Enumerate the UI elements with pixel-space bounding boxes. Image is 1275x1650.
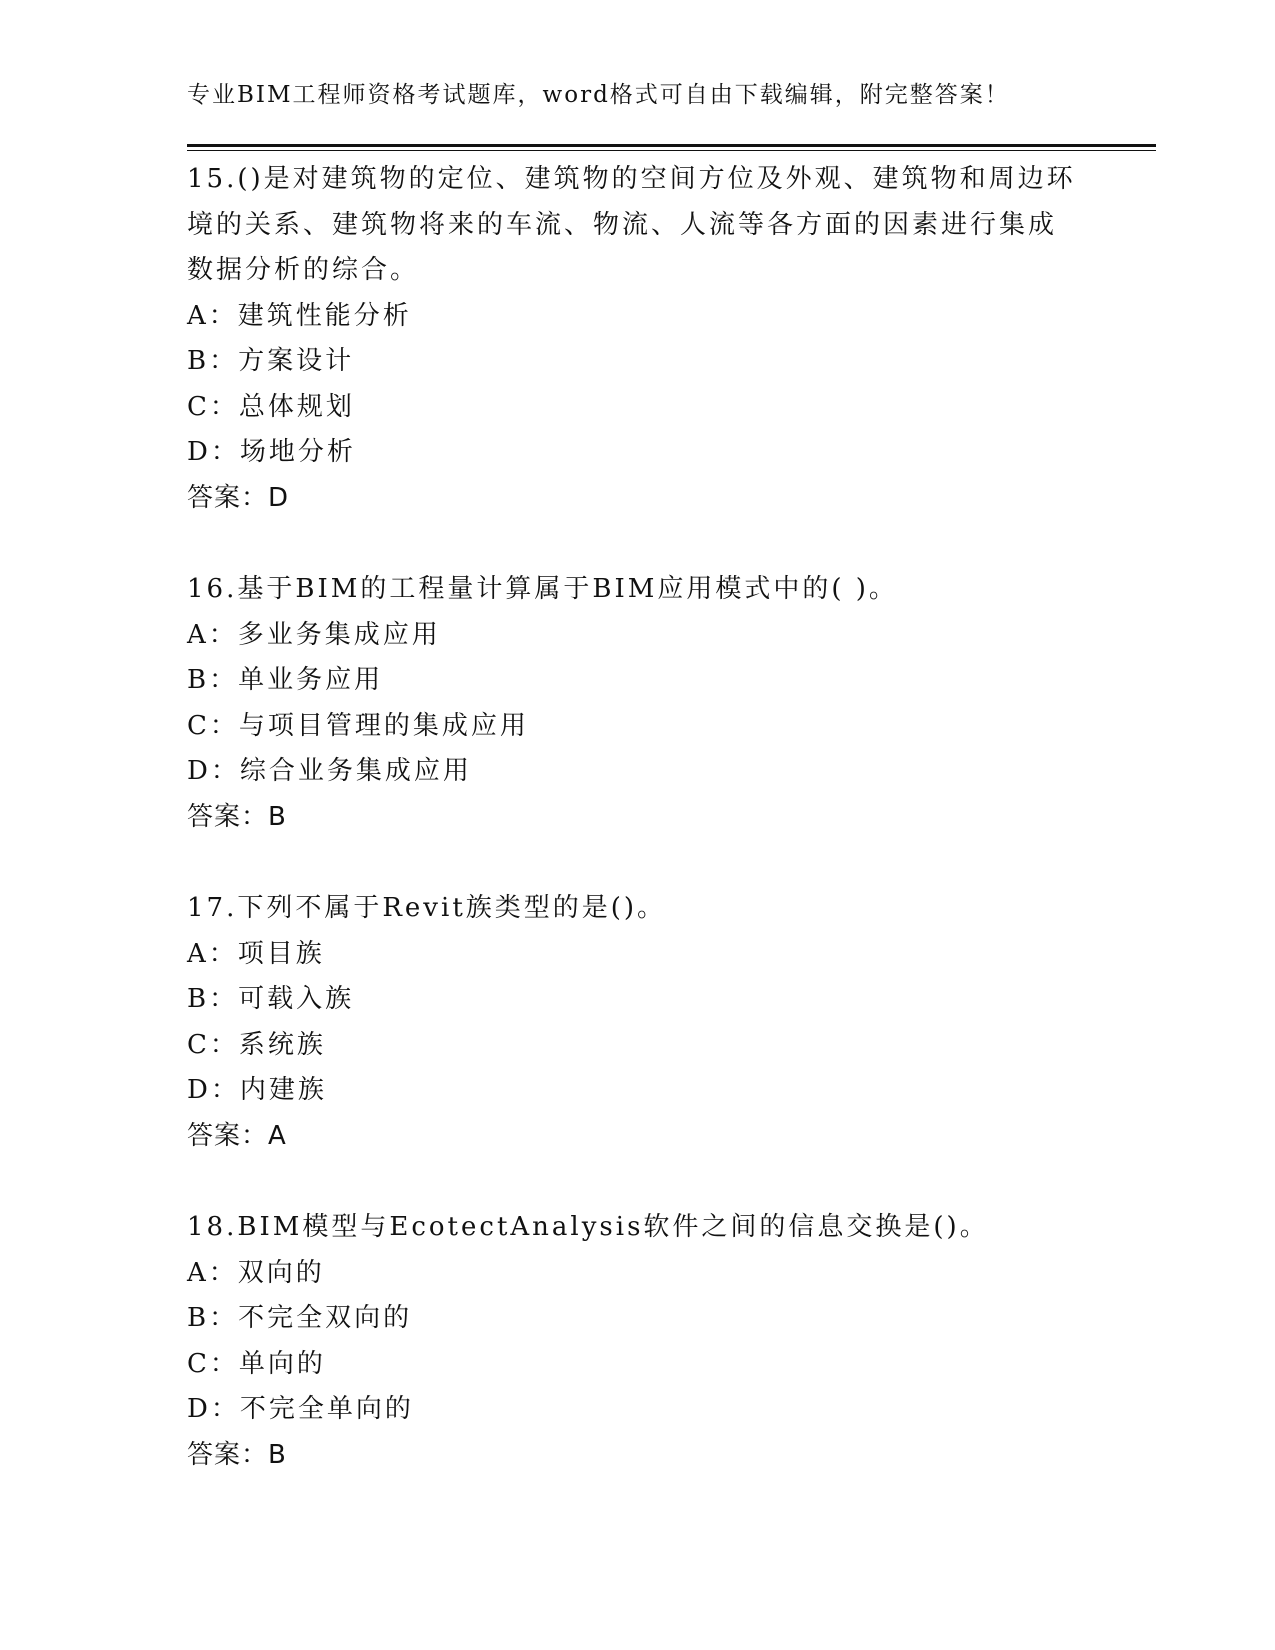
option-b: B：方案设计 (187, 346, 355, 376)
option-d: D：场地分析 (187, 437, 356, 467)
option-d: D：不完全单向的 (187, 1394, 414, 1424)
option-c: C：与项目管理的集成应用 (187, 710, 529, 741)
option-d: D：内建族 (187, 1075, 327, 1105)
question-15 (187, 157, 1087, 521)
option-d: D：综合业务集成应用 (187, 756, 472, 786)
option-a: A：建筑性能分析 (187, 300, 412, 331)
question-stem: 数据分析的综合。 (187, 255, 420, 285)
question-list (187, 157, 1087, 1524)
question-18 (187, 1205, 1087, 1478)
page-header: 专业BIM工程师资格考试题库，word格式可自由下载编辑，附完整答案！ (187, 82, 1010, 108)
answer: 答案：B (187, 801, 287, 832)
option-c: C：总体规划 (187, 391, 355, 422)
option-a: A：多业务集成应用 (187, 619, 441, 650)
option-b: B：可载入族 (187, 984, 355, 1014)
answer: 答案：A (187, 1120, 287, 1151)
header-rule-thin (187, 150, 1156, 151)
question-17 (187, 886, 1087, 1159)
option-a: A：双向的 (187, 1257, 325, 1288)
option-a: A：项目族 (187, 938, 325, 969)
question-stem: 15.()是对建筑物的定位、建筑物的空间方位及外观、建筑物和周边环 (187, 164, 1076, 194)
option-c: C：系统族 (187, 1029, 326, 1060)
option-c: C：单向的 (187, 1348, 326, 1379)
question-stem: 17.下列不属于Revit族类型的是()。 (187, 893, 667, 923)
question-stem: 18.BIM模型与EcotectAnalysis软件之间的信息交换是()。 (187, 1212, 989, 1242)
option-b: B：不完全双向的 (187, 1303, 413, 1333)
header-rule-thick (187, 144, 1156, 147)
answer: 答案：D (187, 482, 290, 513)
question-16 (187, 567, 1087, 840)
question-stem: 境的关系、建筑物将来的车流、物流、人流等各方面的因素进行集成 (187, 209, 1058, 240)
answer: 答案：B (187, 1439, 287, 1470)
question-stem: 16.基于BIM的工程量计算属于BIM应用模式中的( )。 (187, 574, 898, 604)
option-b: B：单业务应用 (187, 665, 384, 695)
